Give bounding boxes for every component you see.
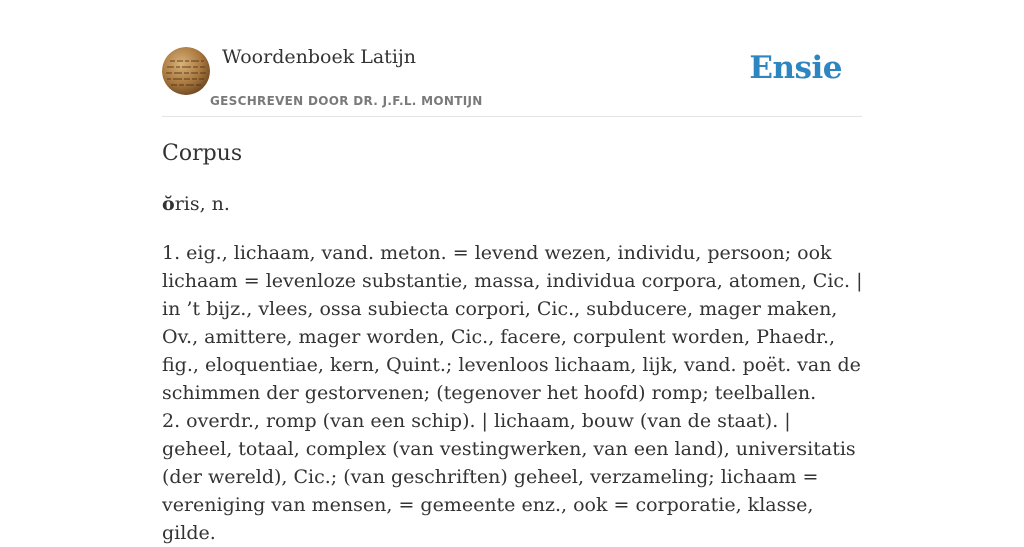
grammar-info — [162, 193, 230, 215]
page-content — [162, 0, 863, 544]
definition-sense-1: 1. eig., lichaam, vand. meton. = levend wezen, individu, persoon; ook lichaam = levenloze substantie, massa, individua corpora, atomen, Cic. | in ’t bijz., vlees, ossa subiecta corpori, Cic., subducere, mager maken, Ov., amittere, mager worden, Cic., facere, corpulent worden, Phaedr., fig., eloquentiae, kern, Quint.; levenloos lichaam, lijk, vand. poët. van de schimmen der gestorvenen; (tegenover het hoofd) romp; teelballen. — [162, 242, 863, 404]
grammar-stem: ŏ — [162, 193, 175, 215]
entry-definition — [162, 239, 866, 547]
latin-inscription-coin-icon[interactable] — [162, 47, 210, 95]
author-line: GESCHREVEN DOOR DR. J.F.L. MONTIJN — [210, 94, 483, 108]
dictionary-title[interactable]: Woordenboek Latijn — [222, 46, 417, 68]
grammar-rest: ris, n. — [174, 193, 230, 215]
site-header — [162, 0, 862, 117]
definition-sense-2: 2. overdr., romp (van een schip). | lichaam, bouw (van de staat). | geheel, totaal, complex (van vestingwerken, van een land), universitatis (der wereld), Cic.; (van geschriften) geheel, verzameling; lichaam = vereniging van mensen, = gemeente enz., ook = corporatie, klasse, gilde. — [162, 410, 856, 544]
brand-logo[interactable]: Ensie — [749, 50, 842, 86]
page-title: Corpus — [162, 141, 243, 166]
